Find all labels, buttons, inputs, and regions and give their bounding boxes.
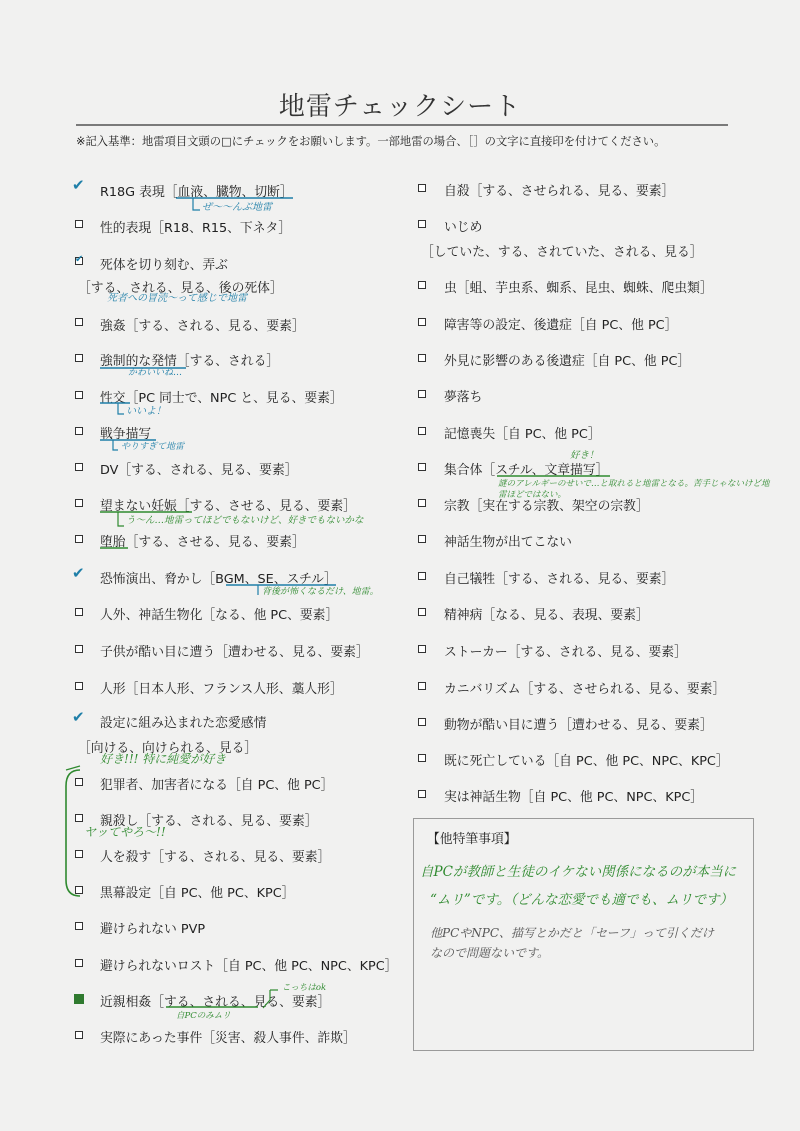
list-item: 外見に影響のある後遺症［自 PC、他 PC］ [444, 354, 691, 369]
annotation: いいよ！ [126, 406, 166, 417]
check-mark-icon[interactable]: ✔ [72, 708, 85, 726]
list-item: 設定に組み込まれた恋愛感情 [100, 716, 267, 731]
other-notes-line: 他PCやNPC、描写とかだと「セーフ」って引くだけ [430, 926, 714, 940]
list-item: 既に死亡している［自 PC、他 PC、NPC、KPC］ [444, 754, 729, 769]
list-item: 虫［蛆、芋虫系、蜘系、昆虫、蜘蛛、爬虫類］ [444, 281, 713, 296]
list-item: 動物が酷い目に遭う［遭わせる、見る、要素］ [444, 718, 713, 733]
list-item: 性交［PC 同士で、NPC と、見る、要素］ [100, 391, 343, 406]
other-notes-line: 自PCが教師と生徒のイケない関係になるのが本当に [420, 864, 737, 880]
list-item: 障害等の設定、後遺症［自 PC、他 PC］ [444, 318, 678, 333]
list-item: 戦争描写 [100, 427, 152, 442]
list-item: 強制的な発情［する、される］ [100, 354, 280, 369]
other-notes-heading: 【他特筆事項】 [427, 832, 517, 847]
list-item: 人外、神話生物化［なる、他 PC、要素］ [100, 608, 339, 623]
list-item: カニバリズム［する、させられる、見る、要素］ [444, 682, 726, 697]
list-item: 堕胎［する、させる、見る、要素］ [100, 535, 305, 550]
annotation: 自PCのみムリ [176, 1011, 231, 1021]
list-item-continuation: ［していた、する、されていた、される、見る］ [421, 245, 703, 260]
annotation: ヤッてやろ〜!! [84, 825, 166, 839]
annotation: ぜ〜〜んぶ地雷 [202, 202, 272, 213]
list-item: 恐怖演出、脅かし［BGM、SE、スチル］ [100, 572, 337, 587]
list-item: 子供が酷い目に遭う［遭わせる、見る、要素］ [100, 645, 369, 660]
list-item: 神話生物が出てこない [444, 535, 572, 550]
list-item: 自己犠牲［する、される、見る、要素］ [444, 572, 675, 587]
list-item: 集合体［スチル、文章描写］ [444, 463, 609, 478]
annotation: やりすぎて地雷 [121, 442, 185, 452]
list-item: 強姦［する、される、見る、要素］ [100, 319, 305, 334]
list-item: 宗教［実在する宗教、架空の宗教］ [444, 499, 649, 514]
annotation: 好き!!! 特に純愛が好き [100, 752, 227, 766]
list-item: 避けられない PVP [100, 922, 206, 937]
annotation: う〜ん…地雷ってほどでもないけど、好きでもないかな [126, 515, 364, 526]
annotation: 謎のアレルギーのせいで…と取れると地雷となる。苦手じゃないけど地雷ほどではない。 [498, 479, 770, 501]
other-notes-line: “ムリ”です。（どんな恋愛でも適でも、ムリです） [430, 892, 733, 908]
list-item-continuation: ［する、される、見る、後の死体］ [78, 281, 283, 296]
list-item: いじめ [444, 220, 483, 235]
list-item: 近親相姦［する、される、見る、要素］ [100, 995, 331, 1010]
list-item: 実際にあった事件［災害、殺人事件、詐欺］ [100, 1031, 356, 1046]
page-title: 地雷チェックシート [278, 92, 522, 122]
other-notes-line: なので問題ないです。 [430, 946, 550, 960]
check-mark-icon: ✔ [75, 254, 84, 265]
annotation: かわいいね… [128, 368, 183, 378]
list-item: 実は神話生物［自 PC、他 PC、NPC、KPC］ [444, 790, 704, 805]
list-item: 性的表現［R18、R15、下ネタ］ [100, 221, 292, 236]
list-item: 黒幕設定［自 PC、他 PC、KPC］ [100, 886, 295, 901]
list-item: 望まない妊娠［する、させる、見る、要素］ [100, 499, 356, 514]
annotation: 背後が怖くなるだけ、地雷。 [262, 587, 379, 597]
list-item: 記憶喪失［自 PC、他 PC］ [444, 427, 601, 442]
instructions: ※記入基準：地雷項目文頭の□にチェックをお願いします。一部地雷の場合、［］の文字に直接印を付けてください。 [76, 135, 666, 148]
list-item: ストーカー［する、される、見る、要素］ [444, 645, 687, 660]
check-mark-icon[interactable]: ✔ [72, 564, 85, 582]
list-item: 人を殺す［する、される、見る、要素］ [100, 850, 331, 865]
annotation: 好き！ [570, 450, 599, 461]
list-item: 死体を切り刻む、弄ぶ [100, 258, 228, 273]
list-item: DV［する、される、見る、要素］ [100, 463, 298, 478]
list-item: 夢落ち [444, 390, 483, 405]
list-item: 犯罪者、加害者になる［自 PC、他 PC］ [100, 778, 334, 793]
annotation: こっちはok [282, 983, 327, 993]
annotation: 死者への冒涜〜って感じで地雷 [107, 293, 247, 304]
list-item: 避けられないロスト［自 PC、他 PC、NPC、KPC］ [100, 959, 398, 974]
list-item-continuation: ［向ける、向けられる、見る］ [78, 741, 258, 756]
list-item: 精神病［なる、見る、表現、要素］ [444, 608, 649, 623]
check-mark-icon[interactable]: ✔ [72, 176, 85, 194]
list-item: 自殺［する、させられる、見る、要素］ [444, 184, 675, 199]
list-item: 人形［日本人形、フランス人形、藁人形］ [100, 682, 343, 697]
list-item: 親殺し［する、される、見る、要素］ [100, 814, 318, 829]
list-item: R18G 表現［血液、臓物、切断］ [100, 185, 293, 200]
